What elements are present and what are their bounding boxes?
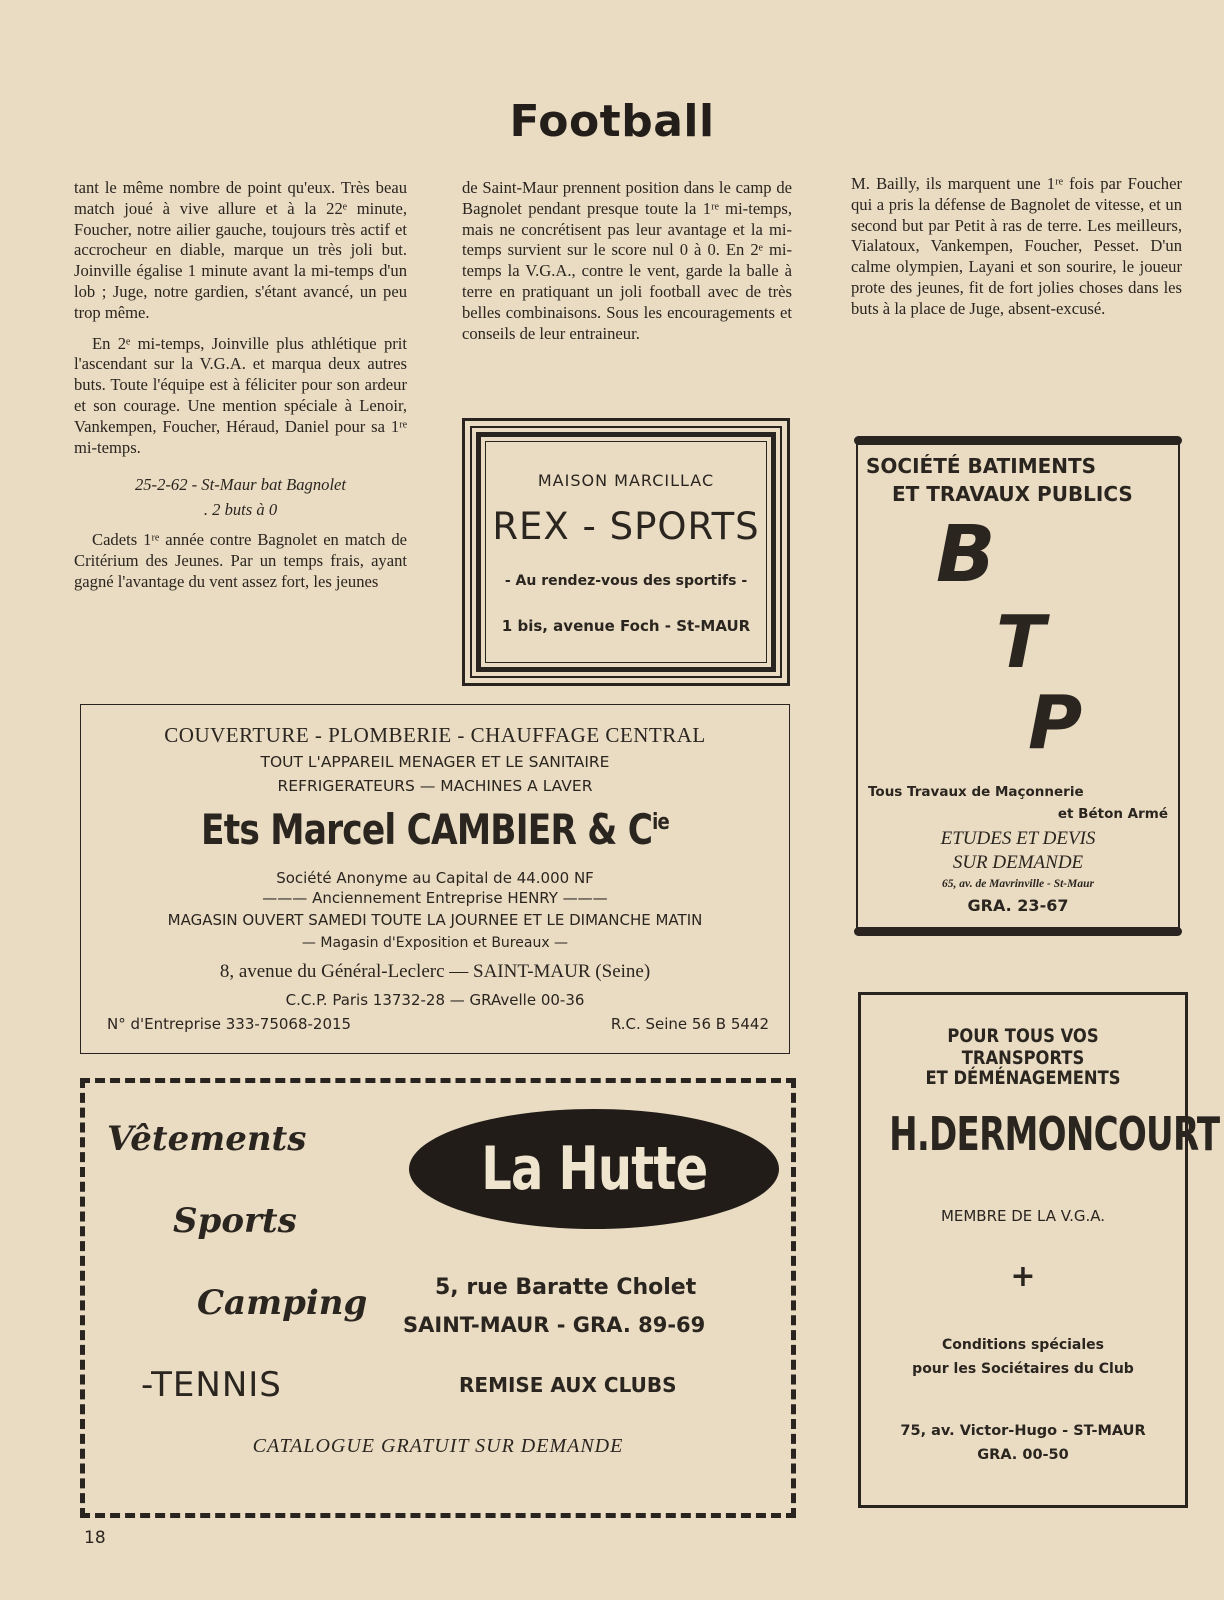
ad-btp-address: 65, av. de Mavrinville - St-Maur: [942, 878, 1094, 890]
ad-derm-line2: ET DÉMÉNAGEMENTS: [925, 1067, 1121, 1089]
ad-cambier: [80, 704, 790, 1054]
ad-la-hutte: [80, 1078, 796, 1518]
ad-derm-line1: POUR TOUS VOS TRANSPORTS: [947, 1025, 1099, 1069]
ad-hutte-logo: [409, 1109, 779, 1229]
ad-hutte-logo-text: La Hutte: [480, 1134, 708, 1204]
ad-rex-sports: [462, 418, 790, 686]
ad-cambier-appliances: TOUT L'APPAREIL MENAGER ET LE SANITAIRE: [260, 753, 610, 771]
ad-btp-studies2: SUR DEMANDE: [952, 852, 1084, 873]
page-number: 18: [84, 1528, 106, 1548]
match-result-line: 25-2-62 - St-Maur bat Bagnolet: [134, 475, 347, 495]
ad-derm-name: H.DERMONCOURT: [889, 1107, 1220, 1161]
ad-cambier-address: 8, avenue du Général-Leclerc — SAINT-MAUR (Seine): [219, 961, 651, 982]
ad-cambier-showroom: — Magasin d'Exposition et Bureaux —: [301, 935, 569, 951]
ad-derm-separator: +: [1010, 1259, 1036, 1294]
ad-dermoncourt: [858, 992, 1220, 1508]
ad-cambier-capital: Société Anonyme au Capital de 44.000 NF: [276, 869, 594, 887]
ad-cambier-refrigerators: REFRIGERATEURS — MACHINES A LAVER: [277, 777, 593, 795]
ad-hutte-camping: Camping: [197, 1283, 368, 1323]
ad-btp-studies1: ETUDES ET DEVIS: [940, 828, 1096, 849]
ad-hutte-sports: Sports: [173, 1201, 297, 1241]
ad-rex-house: MAISON MARCILLAC: [537, 471, 715, 490]
ad-derm-member: MEMBRE DE LA V.G.A.: [940, 1207, 1106, 1225]
page-title: Football: [509, 96, 715, 147]
ad-cambier-name-main: Ets Marcel CAMBIER & C: [201, 805, 653, 854]
ad-hutte-catalogue: CATALOGUE GRATUIT SUR DEMANDE: [252, 1435, 624, 1457]
ad-hutte-tennis: -TENNIS: [141, 1365, 282, 1405]
ad-cambier-phone: C.C.P. Paris 13732-28 — GRAvelle 00-36: [285, 991, 585, 1009]
ad-btp-letter-p: P: [1028, 680, 1083, 766]
ad-cambier-trades: COUVERTURE - PLOMBERIE - CHAUFFAGE CENTRAL: [164, 723, 706, 747]
paragraph: de Saint-Maur prennent position dans le camp de Bagnolet pendant presque toute la 1ʳᵉ mi-temps, mais ne concrétisent pas leur avantage et la mi-temps survient sur le score nul 0 à 0. En 2ᵉ mi-temps la V.G.A., contre le vent, garde la balle à terre en pratiquant un joli football avec de très belles combinaisons. Sous les encouragements et conseils de leur entraineur.: [462, 178, 792, 343]
article-column-1: [74, 178, 407, 593]
ad-cambier-former: ——— Anciennement Entreprise HENRY ———: [262, 889, 608, 907]
ad-derm-address: 75, av. Victor-Hugo - ST-MAUR: [900, 1423, 1146, 1439]
ad-rex-name: REX - SPORTS: [492, 505, 760, 548]
ad-btp-line1: SOCIÉTÉ BATIMENTS: [866, 454, 1097, 478]
article-column-3: [851, 174, 1182, 320]
ad-btp-works2: et Béton Armé: [1057, 806, 1168, 822]
paragraph: M. Bailly, ils marquent une 1ʳᵉ fois par Foucher qui a pris la défense de Bagnolet de vitesse, et un second but par Petit à ras de terre. Les meilleurs, Vialatoux, Vankempen, Foucher, Pesset. D'un calme olympien, Layani et son sourire, le joueur prote des jeunes, fit de fort jolies choses dans les buts à la place de Juge, absent-excusé.: [851, 174, 1182, 318]
ad-btp-letter-t: T: [996, 600, 1046, 684]
ad-cambier-name-sup: ie: [652, 810, 669, 835]
ad-cambier-name: [145, 805, 726, 854]
ad-hutte-clothing: Vêtements: [107, 1119, 307, 1159]
article-column-2: [462, 178, 792, 344]
ad-btp: [856, 440, 1180, 930]
paragraph: tant le même nombre de point qu'eux. Très beau match joué à vive allure et à la 22ᵉ minute, Foucher, notre ailier gauche, toujours très actif et accrocheur en diable, marque un très joli but. Joinville égalise 1 minute avant la mi-temps d'un lob ; Juge, notre gardien, s'étant avancé, un peu trop même.: [74, 178, 407, 322]
ad-cambier-rc: R.C. Seine 56 B 5442: [610, 1015, 769, 1033]
ad-hutte-clubs: REMISE AUX CLUBS: [459, 1373, 677, 1397]
match-result-line: . 2 buts à 0: [203, 500, 278, 520]
ad-btp-works1: Tous Travaux de Maçonnerie: [868, 784, 1084, 800]
paragraph: Cadets 1ʳᵉ année contre Bagnolet en match de Critérium des Jeunes. Par un temps frais, ayant gagné l'avantage du vent assez fort, les jeunes: [74, 530, 407, 591]
paragraph: En 2ᵉ mi-temps, Joinville plus athlétique prit l'ascendant sur la V.G.A. et marqua deux autres buts. Toute l'équipe est à féliciter pour son ardeur et son courage. Une mention spéciale à Lenoir, Vankempen, Foucher, Héraud, Daniel pour sa 1ʳᵉ mi-temps.: [74, 333, 407, 457]
ad-btp-line2: ET TRAVAUX PUBLICS: [892, 482, 1133, 506]
ad-rex-tagline: - Au rendez-vous des sportifs -: [504, 573, 748, 589]
ad-derm-conditions1: Conditions spéciales: [942, 1337, 1104, 1353]
ad-cambier-hours: MAGASIN OUVERT SAMEDI TOUTE LA JOURNEE ET LE DIMANCHE MATIN: [167, 911, 703, 929]
match-result: [74, 472, 407, 522]
ad-rex-address: 1 bis, avenue Foch - St-MAUR: [501, 617, 751, 635]
ad-btp-phone: GRA. 23-67: [967, 896, 1069, 915]
ad-cambier-enterprise-no: N° d'Entreprise 333-75068-2015: [107, 1015, 352, 1033]
ad-derm-conditions2: pour les Sociétaires du Club: [912, 1361, 1134, 1377]
ad-hutte-address: 5, rue Baratte Cholet: [435, 1275, 697, 1300]
ad-hutte-city: SAINT-MAUR - GRA. 89-69: [403, 1313, 706, 1337]
ad-btp-letter-b: B: [936, 510, 996, 600]
ad-derm-phone: GRA. 00-50: [977, 1447, 1069, 1463]
